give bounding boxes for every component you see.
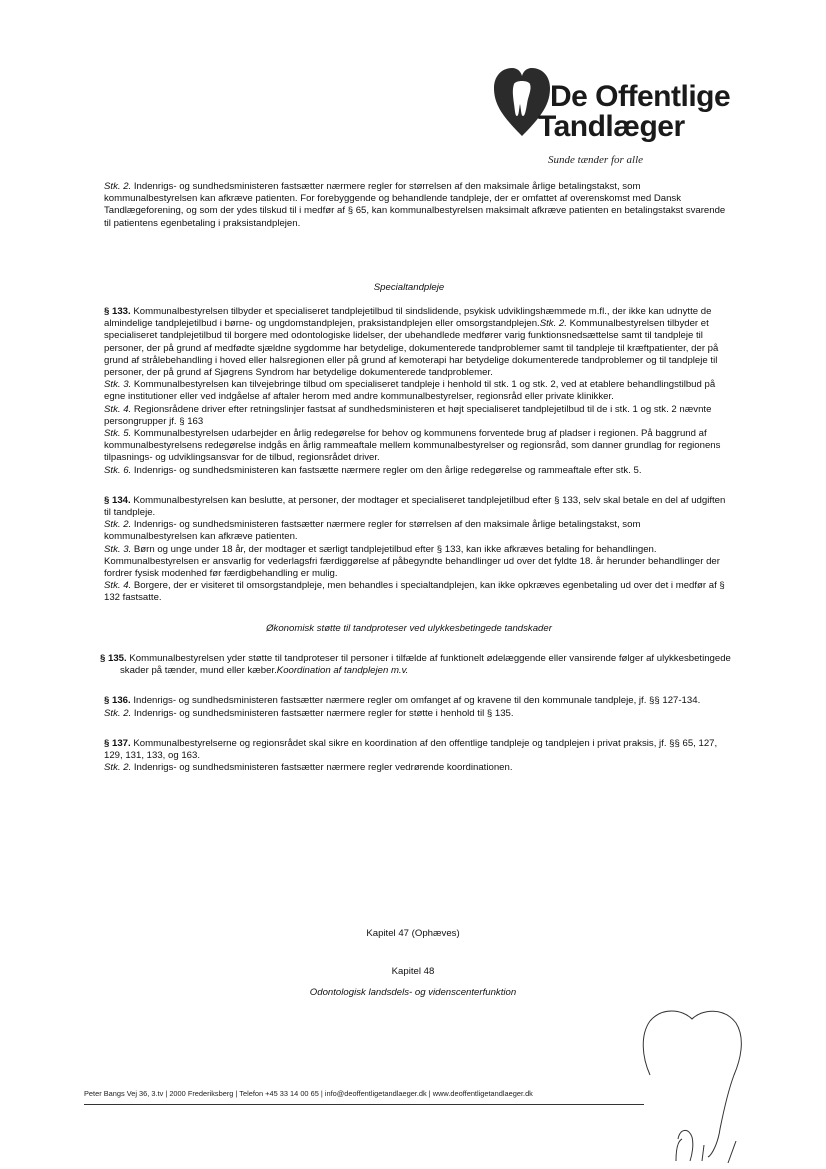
paragraph-137: [84, 738, 734, 762]
paragraph-134-stk4: [84, 580, 734, 604]
paragraph-text: Indenrigs- og sundhedsministeren fastsætter nærmere regler om omfanget af og kravene til den kommunale tandpleje, jf. §§ 127-134.: [133, 695, 701, 707]
paragraph-text: Kommunalbestyrelserne og regionsrådet skal sikre en koordination af den offentlige tandpleje og tandplejen i privat praksis, jf. §§ 65, 127, 129, 131, 133, og 163.: [104, 737, 718, 761]
section-number: § 133.: [104, 306, 131, 318]
logo-title-line1: De Offentlige: [550, 80, 731, 113]
stk-label: Stk. 4.: [104, 403, 132, 415]
paragraph-133-stk4: [84, 404, 734, 428]
tooth-outline-icon: [636, 1005, 746, 1165]
stk-label: Stk. 2.: [104, 762, 132, 774]
paragraph-stk2-intro: [84, 181, 734, 230]
paragraph-134-stk3: [84, 544, 734, 581]
paragraph-134: [84, 495, 734, 519]
logo-tagline: Sunde tænder for alle: [548, 154, 644, 166]
document-body: [84, 181, 734, 774]
section-number: § 137.: [104, 737, 131, 749]
paragraph-133-stk3: [84, 379, 734, 403]
chapter-48-title: Kapitel 48: [391, 966, 435, 977]
paragraph-text: Indenrigs- og sundhedsministeren fastsætter nærmere regler for størrelsen af den maksimale årlige betalingstakst, som kommunalbestyrelsen kan afkræve patienten.: [104, 519, 641, 543]
section-number: § 136.: [104, 695, 131, 707]
paragraph-text: Indenrigs- og sundhedsministeren fastsætter nærmere regler vedrørende koordinationen.: [133, 762, 513, 774]
stk-label: Stk. 3.: [104, 379, 132, 391]
section-number: § 135.: [100, 652, 127, 664]
footer-divider: [84, 1104, 644, 1105]
paragraph-text: Indenrigs- og sundhedsministeren fastsætter nærmere regler for støtte i henhold til § 135.: [133, 707, 514, 719]
stk-label: Stk. 4.: [104, 580, 132, 592]
paragraph-text: Kommunalbestyrelsen yder støtte til tandproteser til personer i tilfælde af funktionelt ødelæggende eller vansirende følger af ulykkesbetingede skader på tænder, mund eller kæber.: [120, 652, 731, 677]
paragraph-136-stk2: [84, 708, 734, 720]
paragraph-133: [84, 306, 734, 379]
paragraph-text: Kommunalbestyrelsen tilbyder et specialiseret tandplejetilbud til sindslidende, psykisk udviklingshæmmede m.fl., der ikke kan udnytte de almindelige tandplejetilbud i børne- og ungdomstandplejen, praksistandplejen eller omsorgstandplejen.: [104, 306, 712, 330]
paragraph-text: Regionsrådene driver efter retningslinjer fastsat af sundhedsministeren et højt specialiseret tandplejetilbud til de i stk. 1 og stk. 2 nævnte persongrupper jf. § 163: [104, 403, 712, 427]
stk-label: Stk. 2.: [104, 707, 132, 719]
paragraph-text: Borgere, der er visiteret til omsorgstandpleje, men behandles i specialtandplejen, kan ikke opkræves egenbetaling ud over det i medfør af § 132 fastsatte.: [104, 580, 725, 604]
paragraph-134-stk2: [84, 519, 734, 543]
paragraph-137-stk2: [84, 762, 734, 774]
paragraph-text: Indenrigs- og sundhedsministeren kan fastsætte nærmere regler om den årlige redegørelse og rammeaftale efter stk. 5.: [133, 464, 642, 476]
paragraph-text: Kommunalbestyrelsen kan tilvejebringe tilbud om specialiseret tandpleje i henhold til stk. 1 og stk. 2, ved at etablere behandlingstilbud på egne institutioner eller ved indgåelse af aftaler herom med andre kommunalbestyrelser, regionsråd eller private klinikker.: [104, 379, 716, 403]
paragraph-133-stk6: [84, 465, 734, 477]
stk-label: Stk. 2.: [104, 519, 132, 531]
stk-label: Stk. 5.: [104, 428, 132, 440]
stk-label: Stk. 2.: [539, 318, 567, 330]
paragraph-136: [84, 695, 734, 707]
section-heading-specialtandpleje: Specialtandpleje: [373, 281, 445, 293]
paragraph-135: [84, 653, 734, 677]
footer-contact-info: Peter Bangs Vej 36, 3.tv | 2000 Frederiksberg | Telefon +45 33 14 00 65 | info@deoffentligetandlaeger.dk | www.deoffentligetandlaeger.dk: [84, 1089, 533, 1098]
paragraph-text: Indenrigs- og sundhedsministeren fastsætter nærmere regler for størrelsen af den maksimale årlige betalingstakst, som kommunalbestyrelsen kan afkræve patienten. For forebyggende og behandlende tandpleje, der er omfattet af overenskomst med Dansk Tandlægeforening, og som der ydes tilskud til i medfør af § 65, kan kommunalbestyrelsen maksimalt afkræve patienten en betalingstakst svarende til patientens egenbetaling i praksistandplejen.: [104, 181, 726, 229]
logo-title-line2: Tandlæger: [538, 110, 685, 143]
chapter-48-subtitle: Odontologisk landsdels- og videnscenterfunktion: [309, 987, 517, 998]
inline-heading-koordination: Koordination af tandplejen m.v.: [276, 665, 409, 677]
paragraph-133-stk5: [84, 428, 734, 465]
paragraph-text: Børn og unge under 18 år, der modtager et særligt tandplejetilbud efter § 133, kan ikke afkræves betaling for behandlingen. Kommunalbestyrelsen er ansvarlig for vederlagsfri færdiggørelse af påbegyndte behandlinger ud over det fyldte 18. år herunder behandlinger der fordrer fysisk modenhed før færdigbehandling er mulig.: [104, 543, 720, 580]
stk-label: Stk. 6.: [104, 464, 132, 476]
paragraph-text: Kommunalbestyrelsen kan beslutte, at personer, der modtager et specialiseret tandplejetilbud efter § 133, selv skal betale en del af udgiften til tandpleje.: [104, 494, 726, 519]
paragraph-text: Kommunalbestyrelsen tilbyder et specialiseret tandplejetilbud til borgere med odontologiske lidelser, der ubehandlede medfører varig funktionsnedsættelse samt til tandpleje til personer, der på grund af medfødte sjældne sygdomme har betydelige, dokumenterede tandproblemer samt til tandpleje til kræftpatienter, der på grund af strålebehandling i hoved eller halsregionen eller på grund af kemoterapi har betydelige dokumenterede tandproblemer og til tandpleje til personer, der på grund af Sjøgrens Syndrom har betydelige dokumenterede tandproblemer.: [104, 318, 719, 379]
stk-label: Stk. 3.: [104, 543, 132, 555]
chapter-47-title: Kapitel 47 (Ophæves): [366, 928, 460, 939]
stk-label: Stk. 2.: [104, 181, 132, 192]
section-heading-okonomisk-stotte: Økonomisk støtte til tandproteser ved ulykkesbetingede tandskader: [266, 622, 552, 634]
paragraph-text: Kommunalbestyrelsen udarbejder en årlig redegørelse for behov og kommunens forventede brug af pladser i regionen. På baggrund af kommunalbestyrelsens redegørelse indgås en årlig rammeaftale mellem kommunalbestyrelser og regionsråd, som danner grundlag for regionens tilpasnings- og udviklingsansvar for de tilbud, regionsrådet driver.: [104, 428, 721, 464]
section-number: § 134.: [104, 494, 131, 506]
